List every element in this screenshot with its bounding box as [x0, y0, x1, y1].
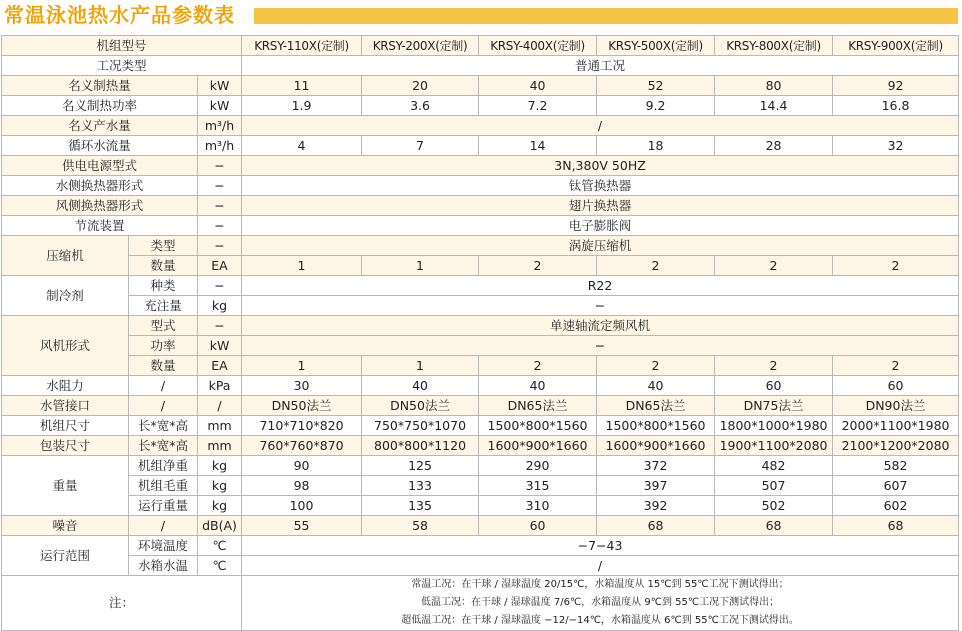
table-row	[2, 256, 959, 276]
value-cell: 14	[479, 136, 597, 156]
value-cell: 2	[597, 356, 715, 376]
row-label: 供电电源型式	[2, 156, 198, 176]
value-cell: 290	[479, 456, 597, 476]
table-row	[2, 536, 959, 556]
sub-label: 机组毛重	[129, 476, 198, 496]
value-cell: 80	[715, 76, 833, 96]
value-cell: 2	[833, 256, 959, 276]
value-cell: 92	[833, 76, 959, 96]
condition-label: 工况类型	[2, 56, 242, 76]
table-row	[2, 276, 959, 296]
notes-text	[242, 576, 959, 631]
value-cell: 2	[833, 356, 959, 376]
value-cell: DN50法兰	[242, 396, 362, 416]
value-cell: 310	[479, 496, 597, 516]
unit-cell: kg	[198, 496, 242, 516]
notes-label: 注：	[2, 576, 242, 631]
unit-cell: ℃	[198, 556, 242, 576]
row-label: 水侧换热器形式	[2, 176, 198, 196]
unit-cell: kg	[198, 476, 242, 496]
unit-cell: kg	[198, 296, 242, 316]
model-cell: KRSY-500X(定制)	[597, 36, 715, 56]
value-cell: 125	[362, 456, 479, 476]
value-cell: DN75法兰	[715, 396, 833, 416]
sub-label: 水箱水温	[129, 556, 198, 576]
value-cell: 7.2	[479, 96, 597, 116]
value-cell: 18	[597, 136, 715, 156]
value-cell: 3N,380V 50HZ	[242, 156, 959, 176]
value-cell: 9.2	[597, 96, 715, 116]
value-cell: 2	[715, 356, 833, 376]
model-cell: KRSY-110X(定制)	[242, 36, 362, 56]
value-cell: 20	[362, 76, 479, 96]
unit-cell: −	[198, 176, 242, 196]
value-cell: 40	[479, 76, 597, 96]
table-row	[2, 76, 959, 96]
value-cell: 90	[242, 456, 362, 476]
spec-table	[1, 35, 959, 631]
value-cell: 1900*1100*2080	[715, 436, 833, 456]
table-row	[2, 516, 959, 536]
unit-cell: −	[198, 276, 242, 296]
table-row	[2, 456, 959, 476]
value-cell: 52	[597, 76, 715, 96]
value-cell: 涡旋压缩机	[242, 236, 959, 256]
value-cell: 1	[362, 356, 479, 376]
value-cell: 750*750*1070	[362, 416, 479, 436]
value-cell: 1	[242, 356, 362, 376]
table-row	[2, 296, 959, 316]
table-row	[2, 396, 959, 416]
value-cell: 40	[597, 376, 715, 396]
note-line: 低温工况：在干球 / 湿球温度 7/6℃，水箱温度从 9℃到 55℃工况下测试得出；	[420, 597, 780, 608]
value-cell: 1600*900*1660	[597, 436, 715, 456]
sub-label: 长*宽*高	[129, 436, 198, 456]
value-cell: 1500*800*1560	[479, 416, 597, 436]
value-cell: 1800*1000*1980	[715, 416, 833, 436]
value-cell: 2000*1100*1980	[833, 416, 959, 436]
unit-cell: dB(A)	[198, 516, 242, 536]
unit-cell: −	[198, 316, 242, 336]
table-row	[2, 496, 959, 516]
unit-cell: −	[198, 196, 242, 216]
model-cell: KRSY-200X(定制)	[362, 36, 479, 56]
value-cell: /	[242, 116, 959, 136]
sub-label: /	[129, 396, 198, 416]
unit-cell: EA	[198, 256, 242, 276]
row-label: 名义制热量	[2, 76, 198, 96]
title-decoration-bar	[254, 8, 958, 24]
value-cell: 翅片换热器	[242, 196, 959, 216]
value-cell: 397	[597, 476, 715, 496]
value-cell: 28	[715, 136, 833, 156]
row-label: 名义产水量	[2, 116, 198, 136]
page-title: 常温泳池热水产品参数表	[4, 3, 235, 27]
table-row	[2, 556, 959, 576]
row-label: 水管接口	[2, 396, 129, 416]
value-cell: 32	[833, 136, 959, 156]
value-cell: 800*800*1120	[362, 436, 479, 456]
value-cell: 11	[242, 76, 362, 96]
value-cell: 单速轴流定频风机	[242, 316, 959, 336]
value-cell: 482	[715, 456, 833, 476]
value-cell: −7−43	[242, 536, 959, 556]
value-cell: 372	[597, 456, 715, 476]
unit-cell: kW	[198, 336, 242, 356]
unit-cell: m³/h	[198, 136, 242, 156]
unit-cell: ℃	[198, 536, 242, 556]
value-cell: 60	[479, 516, 597, 536]
group-label: 压缩机	[2, 236, 129, 276]
row-label: 水阻力	[2, 376, 129, 396]
sub-label: /	[129, 516, 198, 536]
sub-label: 运行重量	[129, 496, 198, 516]
table-row	[2, 436, 959, 456]
value-cell: R22	[242, 276, 959, 296]
value-cell: −	[242, 336, 959, 356]
model-cell: KRSY-800X(定制)	[715, 36, 833, 56]
condition-value: 普通工况	[242, 56, 959, 76]
sub-label: /	[129, 376, 198, 396]
sub-label: 环境温度	[129, 536, 198, 556]
unit-cell: kPa	[198, 376, 242, 396]
model-label: 机组型号	[2, 36, 242, 56]
row-label: 名义制热功率	[2, 96, 198, 116]
value-cell: 502	[715, 496, 833, 516]
table-row	[2, 36, 959, 56]
value-cell: 392	[597, 496, 715, 516]
table-row	[2, 416, 959, 436]
value-cell: 602	[833, 496, 959, 516]
row-label: 风侧换热器形式	[2, 196, 198, 216]
table-row	[2, 376, 959, 396]
model-cell: KRSY-900X(定制)	[833, 36, 959, 56]
value-cell: 135	[362, 496, 479, 516]
row-label: 循环水流量	[2, 136, 198, 156]
group-label: 风机形式	[2, 316, 129, 376]
value-cell: 7	[362, 136, 479, 156]
unit-cell: mm	[198, 416, 242, 436]
unit-cell: /	[198, 396, 242, 416]
sub-label: 充注量	[129, 296, 198, 316]
table-row	[2, 316, 959, 336]
value-cell: 710*710*820	[242, 416, 362, 436]
table-row	[2, 576, 959, 631]
value-cell: 3.6	[362, 96, 479, 116]
value-cell: 30	[242, 376, 362, 396]
unit-cell: mm	[198, 436, 242, 456]
note-line: 超低温工况：在干球 / 湿球温度 −12/−14℃，水箱温度从 6℃到 55℃工况下测试得出。	[401, 615, 799, 626]
row-label: 包装尺寸	[2, 436, 129, 456]
note-line: 常温工况：在干球 / 湿球温度 20/15℃，水箱温度从 15℃到 55℃工况下测试得出；	[411, 579, 789, 590]
value-cell: 电子膨胀阀	[242, 216, 959, 236]
value-cell: 60	[715, 376, 833, 396]
value-cell: 507	[715, 476, 833, 496]
value-cell: 40	[479, 376, 597, 396]
value-cell: 60	[833, 376, 959, 396]
unit-cell: −	[198, 216, 242, 236]
table-row	[2, 196, 959, 216]
table-row	[2, 116, 959, 136]
sub-label: 类型	[129, 236, 198, 256]
table-row	[2, 356, 959, 376]
table-row	[2, 156, 959, 176]
table-row	[2, 176, 959, 196]
sub-label: 功率	[129, 336, 198, 356]
value-cell: 2	[715, 256, 833, 276]
value-cell: 68	[597, 516, 715, 536]
table-row	[2, 216, 959, 236]
sub-label: 数量	[129, 256, 198, 276]
row-label: 噪音	[2, 516, 129, 536]
value-cell: 607	[833, 476, 959, 496]
unit-cell: −	[198, 156, 242, 176]
value-cell: 133	[362, 476, 479, 496]
value-cell: 2	[597, 256, 715, 276]
value-cell: DN65法兰	[479, 396, 597, 416]
value-cell: 钛管换热器	[242, 176, 959, 196]
sub-label: 机组净重	[129, 456, 198, 476]
unit-cell: kg	[198, 456, 242, 476]
value-cell: 68	[715, 516, 833, 536]
value-cell: −	[242, 296, 959, 316]
sub-label: 型式	[129, 316, 198, 336]
value-cell: 68	[833, 516, 959, 536]
unit-cell: kW	[198, 76, 242, 96]
unit-cell: −	[198, 236, 242, 256]
model-cell: KRSY-400X(定制)	[479, 36, 597, 56]
value-cell: 2	[479, 256, 597, 276]
unit-cell: m³/h	[198, 116, 242, 136]
value-cell: 100	[242, 496, 362, 516]
table-row	[2, 96, 959, 116]
title-area	[0, 0, 962, 32]
value-cell: 16.8	[833, 96, 959, 116]
value-cell: /	[242, 556, 959, 576]
value-cell: 4	[242, 136, 362, 156]
value-cell: 582	[833, 456, 959, 476]
table-row	[2, 476, 959, 496]
value-cell: 1	[242, 256, 362, 276]
value-cell: 55	[242, 516, 362, 536]
value-cell: 14.4	[715, 96, 833, 116]
group-label: 重量	[2, 456, 129, 516]
unit-cell: EA	[198, 356, 242, 376]
value-cell: DN50法兰	[362, 396, 479, 416]
value-cell: 40	[362, 376, 479, 396]
table-row	[2, 56, 959, 76]
table-row	[2, 236, 959, 256]
table-row	[2, 336, 959, 356]
group-label: 运行范围	[2, 536, 129, 576]
value-cell: DN90法兰	[833, 396, 959, 416]
sub-label: 长*宽*高	[129, 416, 198, 436]
sub-label: 种类	[129, 276, 198, 296]
value-cell: 1	[362, 256, 479, 276]
table-row	[2, 136, 959, 156]
value-cell: 58	[362, 516, 479, 536]
value-cell: 1600*900*1660	[479, 436, 597, 456]
value-cell: 315	[479, 476, 597, 496]
unit-cell: kW	[198, 96, 242, 116]
value-cell: 1500*800*1560	[597, 416, 715, 436]
value-cell: 98	[242, 476, 362, 496]
value-cell: DN65法兰	[597, 396, 715, 416]
group-label: 制冷剂	[2, 276, 129, 316]
value-cell: 2100*1200*2080	[833, 436, 959, 456]
row-label: 节流装置	[2, 216, 198, 236]
value-cell: 2	[479, 356, 597, 376]
value-cell: 760*760*870	[242, 436, 362, 456]
sub-label: 数量	[129, 356, 198, 376]
row-label: 机组尺寸	[2, 416, 129, 436]
value-cell: 1.9	[242, 96, 362, 116]
